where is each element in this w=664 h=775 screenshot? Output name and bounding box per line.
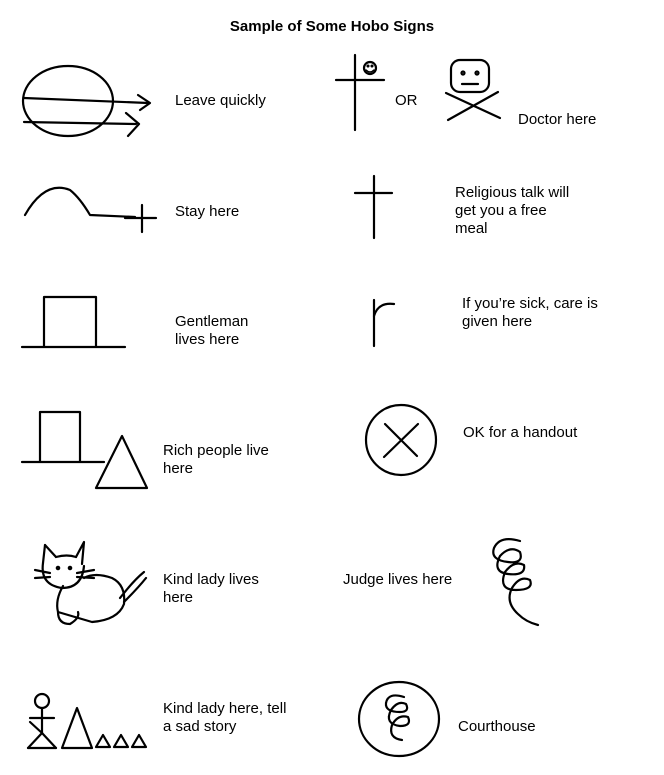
label-religious-talk: Religious talk will get you a free meal: [455, 184, 570, 237]
label-stay-here: Stay here: [175, 203, 240, 220]
courthouse-symbol: [359, 682, 439, 756]
sick-care-symbol: [374, 300, 394, 346]
label-judge: Judge lives here: [343, 571, 453, 588]
stay-here-symbol: [25, 188, 156, 232]
label-ok-handout: OK for a handout: [463, 424, 578, 441]
label-kind-lady-sad: Kind lady here, tell a sad story: [163, 700, 287, 735]
cat-symbol: [35, 542, 146, 624]
stick-figure-symbol: [28, 694, 146, 748]
label-courthouse: Courthouse: [458, 718, 536, 735]
rich-people-symbol: [22, 412, 147, 488]
judge-symbol: [493, 539, 538, 625]
gentleman-symbol: [22, 297, 125, 347]
ok-handout-symbol: [366, 405, 436, 475]
label-rich-people: Rich people live here: [163, 442, 269, 477]
label-or: OR: [395, 92, 418, 109]
label-leave-quickly: Leave quickly: [175, 92, 266, 109]
label-kind-lady: Kind lady lives here: [163, 571, 259, 606]
leave-quickly-symbol: [23, 66, 150, 136]
religious-cross-symbol: [355, 176, 392, 238]
doctor-cross-symbol: [336, 55, 384, 130]
label-doctor-here: Doctor here: [518, 111, 597, 128]
skull-crossbones-symbol: [446, 60, 500, 120]
label-sick-care: If you’re sick, care is given here: [462, 295, 598, 330]
page-title: Sample of Some Hobo Signs: [229, 18, 435, 35]
label-gentleman: Gentleman lives here: [175, 313, 249, 348]
